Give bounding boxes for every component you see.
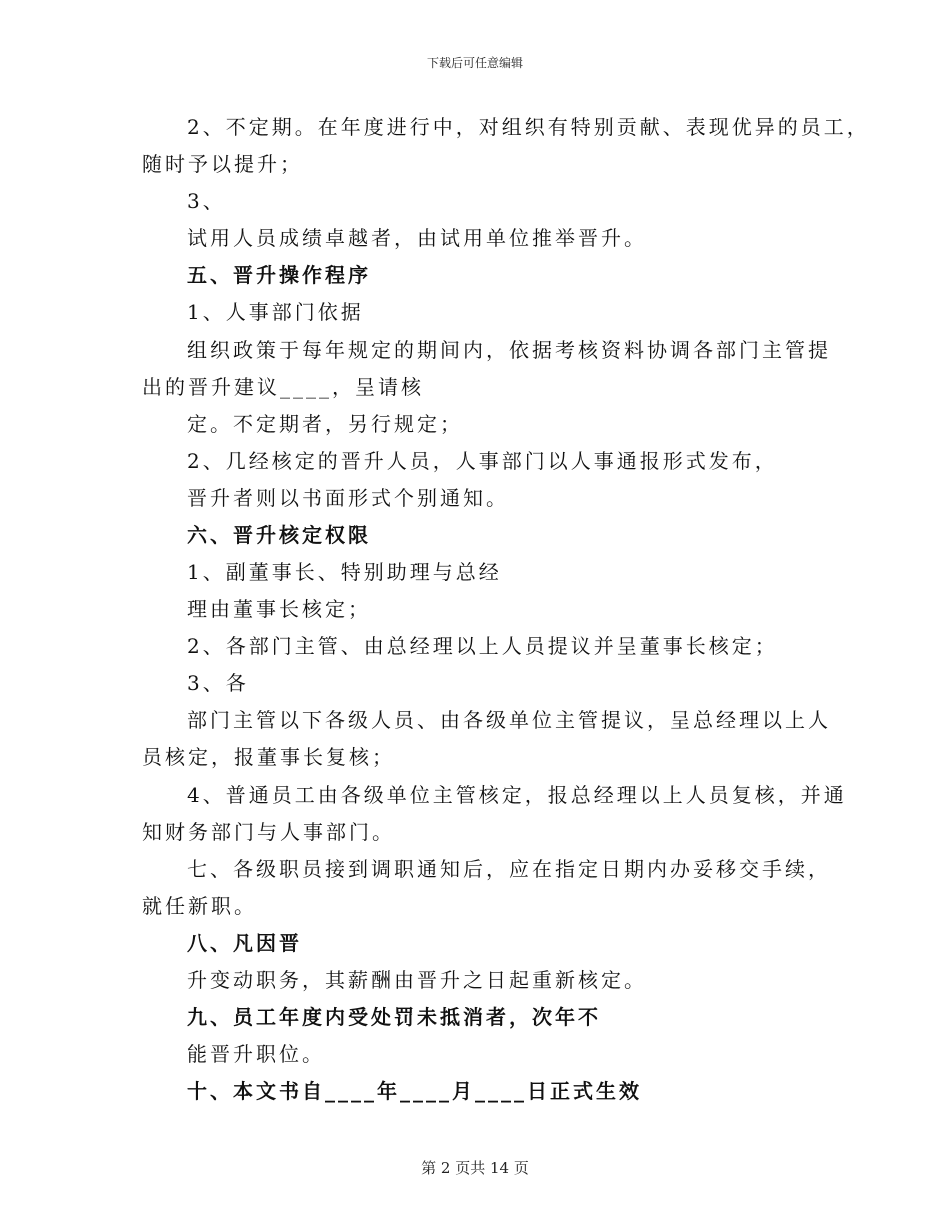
text-line: 晋升者则以书面形式个别通知。 bbox=[187, 486, 509, 510]
text-line: 4、普通员工由各级单位主管核定，报总经理以上人员复核，并通 bbox=[187, 783, 847, 807]
text-line: 试用人员成绩卓越者，由试用单位推举晋升。 bbox=[187, 226, 647, 250]
section-heading-10: 十、本文书自____年____月____日正式生效 bbox=[187, 1079, 642, 1103]
text-line: 员核定，报董事长复核； bbox=[142, 745, 395, 769]
text-line: 1、副董事长、特别助理与总经 bbox=[187, 560, 502, 584]
text-line: 随时予以提升； bbox=[142, 152, 303, 176]
section-heading-6: 六、晋升核定权限 bbox=[187, 523, 371, 547]
text-line: 定。不定期者，另行规定； bbox=[187, 412, 463, 436]
text-line: 部门主管以下各级人员、由各级单位主管提议，呈总经理以上人 bbox=[187, 708, 831, 732]
text-line: 就任新职。 bbox=[142, 894, 257, 918]
text-line: 组织政策于每年规定的期间内，依据考核资料协调各部门主管提 bbox=[187, 338, 831, 362]
text-line: 出的晋升建议____，呈请核 bbox=[142, 375, 424, 399]
text-line: 七、各级职员接到调职通知后，应在指定日期内办妥移交手续， bbox=[187, 857, 831, 881]
text-line: 2、不定期。在年度进行中，对组织有特别贡献、表现优异的员工， bbox=[187, 115, 870, 139]
text-line: 2、各部门主管、由总经理以上人员提议并呈董事长核定； bbox=[187, 634, 778, 658]
section-heading-8: 八、凡因晋 bbox=[187, 931, 302, 955]
text-line: 1、人事部门依据 bbox=[187, 300, 364, 324]
page-footer: 第 2 页共 14 页 bbox=[421, 1159, 529, 1177]
section-heading-5: 五、晋升操作程序 bbox=[187, 263, 371, 287]
page-header: 下载后可任意编辑 bbox=[426, 56, 523, 70]
section-heading-9: 九、员工年度内受处罚未抵消者，次年不 bbox=[187, 1005, 601, 1029]
text-line: 升变动职务，其薪酬由晋升之日起重新核定。 bbox=[187, 968, 647, 992]
text-line: 3、 bbox=[187, 189, 226, 213]
text-line: 2、几经核定的晋升人员，人事部门以人事通报形式发布， bbox=[187, 449, 778, 473]
text-line: 能晋升职位。 bbox=[187, 1042, 325, 1066]
text-line: 理由董事长核定； bbox=[187, 597, 371, 621]
text-line: 3、各 bbox=[187, 671, 249, 695]
text-line: 知财务部门与人事部门。 bbox=[142, 820, 395, 844]
